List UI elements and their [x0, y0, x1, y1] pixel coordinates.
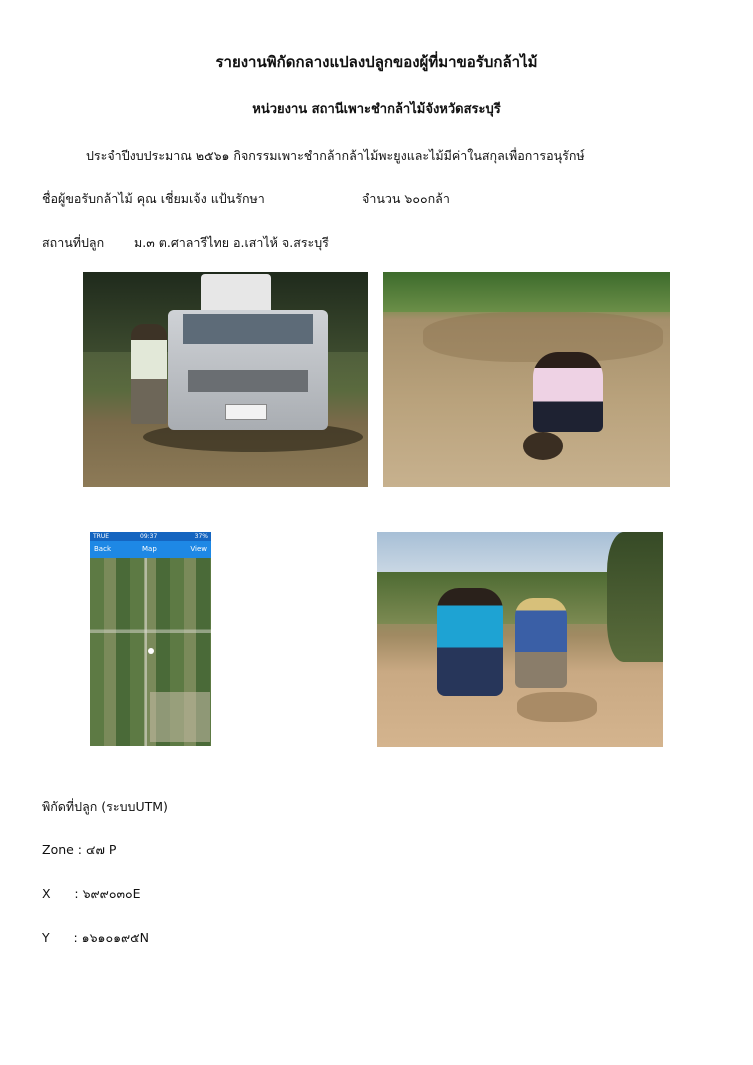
view-button: View [190, 545, 207, 553]
map-village-area [150, 692, 210, 742]
photo-planting [383, 272, 670, 487]
utm-x: X : ๖๙๙๐๓๐E [42, 886, 141, 901]
phone-time: 09:37 [140, 533, 158, 540]
photo-truck [83, 272, 368, 487]
utm-y: Y : ๑๖๑๐๑๙๕N [42, 930, 149, 945]
truck-canopy [201, 274, 271, 310]
location-value: ม.๓ ต.ศาลารีไทย อ.เสาไห้ จ.สระบุรี [134, 235, 329, 250]
photo-recipients [377, 532, 663, 747]
photo-tree-right [607, 532, 663, 662]
truck-windshield [183, 314, 313, 344]
kneeling-person [533, 352, 603, 432]
phone-status-bar [90, 532, 211, 541]
standing-man [131, 324, 167, 424]
utm-zone: Zone : ๔๗ P [42, 842, 117, 857]
location-label: สถานที่ปลูก [42, 235, 105, 250]
document-title: รายงานพิกัดกลางแปลงปลูกของผู้ที่มาขอรับกล้าไม้ [215, 53, 538, 71]
seedling-quantity: จำนวน ๖๐๐กล้า [362, 191, 450, 206]
man-with-hat [515, 598, 567, 688]
program-line: ประจำปีงบประมาณ ๒๕๖๑ กิจกรรมเพาะชำกล้ากล้าไม้พะยูงและไม้มีค่าในสกุลเพื่อการอนุรักษ์ [86, 148, 585, 163]
photo-phone-map [90, 532, 211, 746]
coords-heading: พิกัดที่ปลูก (ระบบUTM) [42, 799, 168, 814]
photo-grass [383, 272, 670, 312]
recipient-name: ชื่อผู้ขอรับกล้าไม้ คุณ เชี่ยมเจ้ง แป้นรักษา [42, 191, 265, 206]
back-button: Back [94, 545, 111, 553]
truck-plate [225, 404, 267, 420]
battery-label: 37% [194, 533, 208, 540]
soil-ridge [423, 312, 663, 362]
phone-nav-bar [90, 541, 211, 558]
carrier-label: TRUE [93, 533, 110, 540]
document-subtitle: หน่วยงาน สถานีเพาะชำกล้าไม้จังหวัดสระบุรี [252, 102, 501, 117]
truck-grille [188, 370, 308, 392]
location-pin-icon [148, 648, 154, 654]
soil-mound [517, 692, 597, 722]
man-blue-shirt [437, 588, 503, 696]
planting-hole [523, 432, 563, 460]
nav-title: Map [142, 545, 157, 553]
